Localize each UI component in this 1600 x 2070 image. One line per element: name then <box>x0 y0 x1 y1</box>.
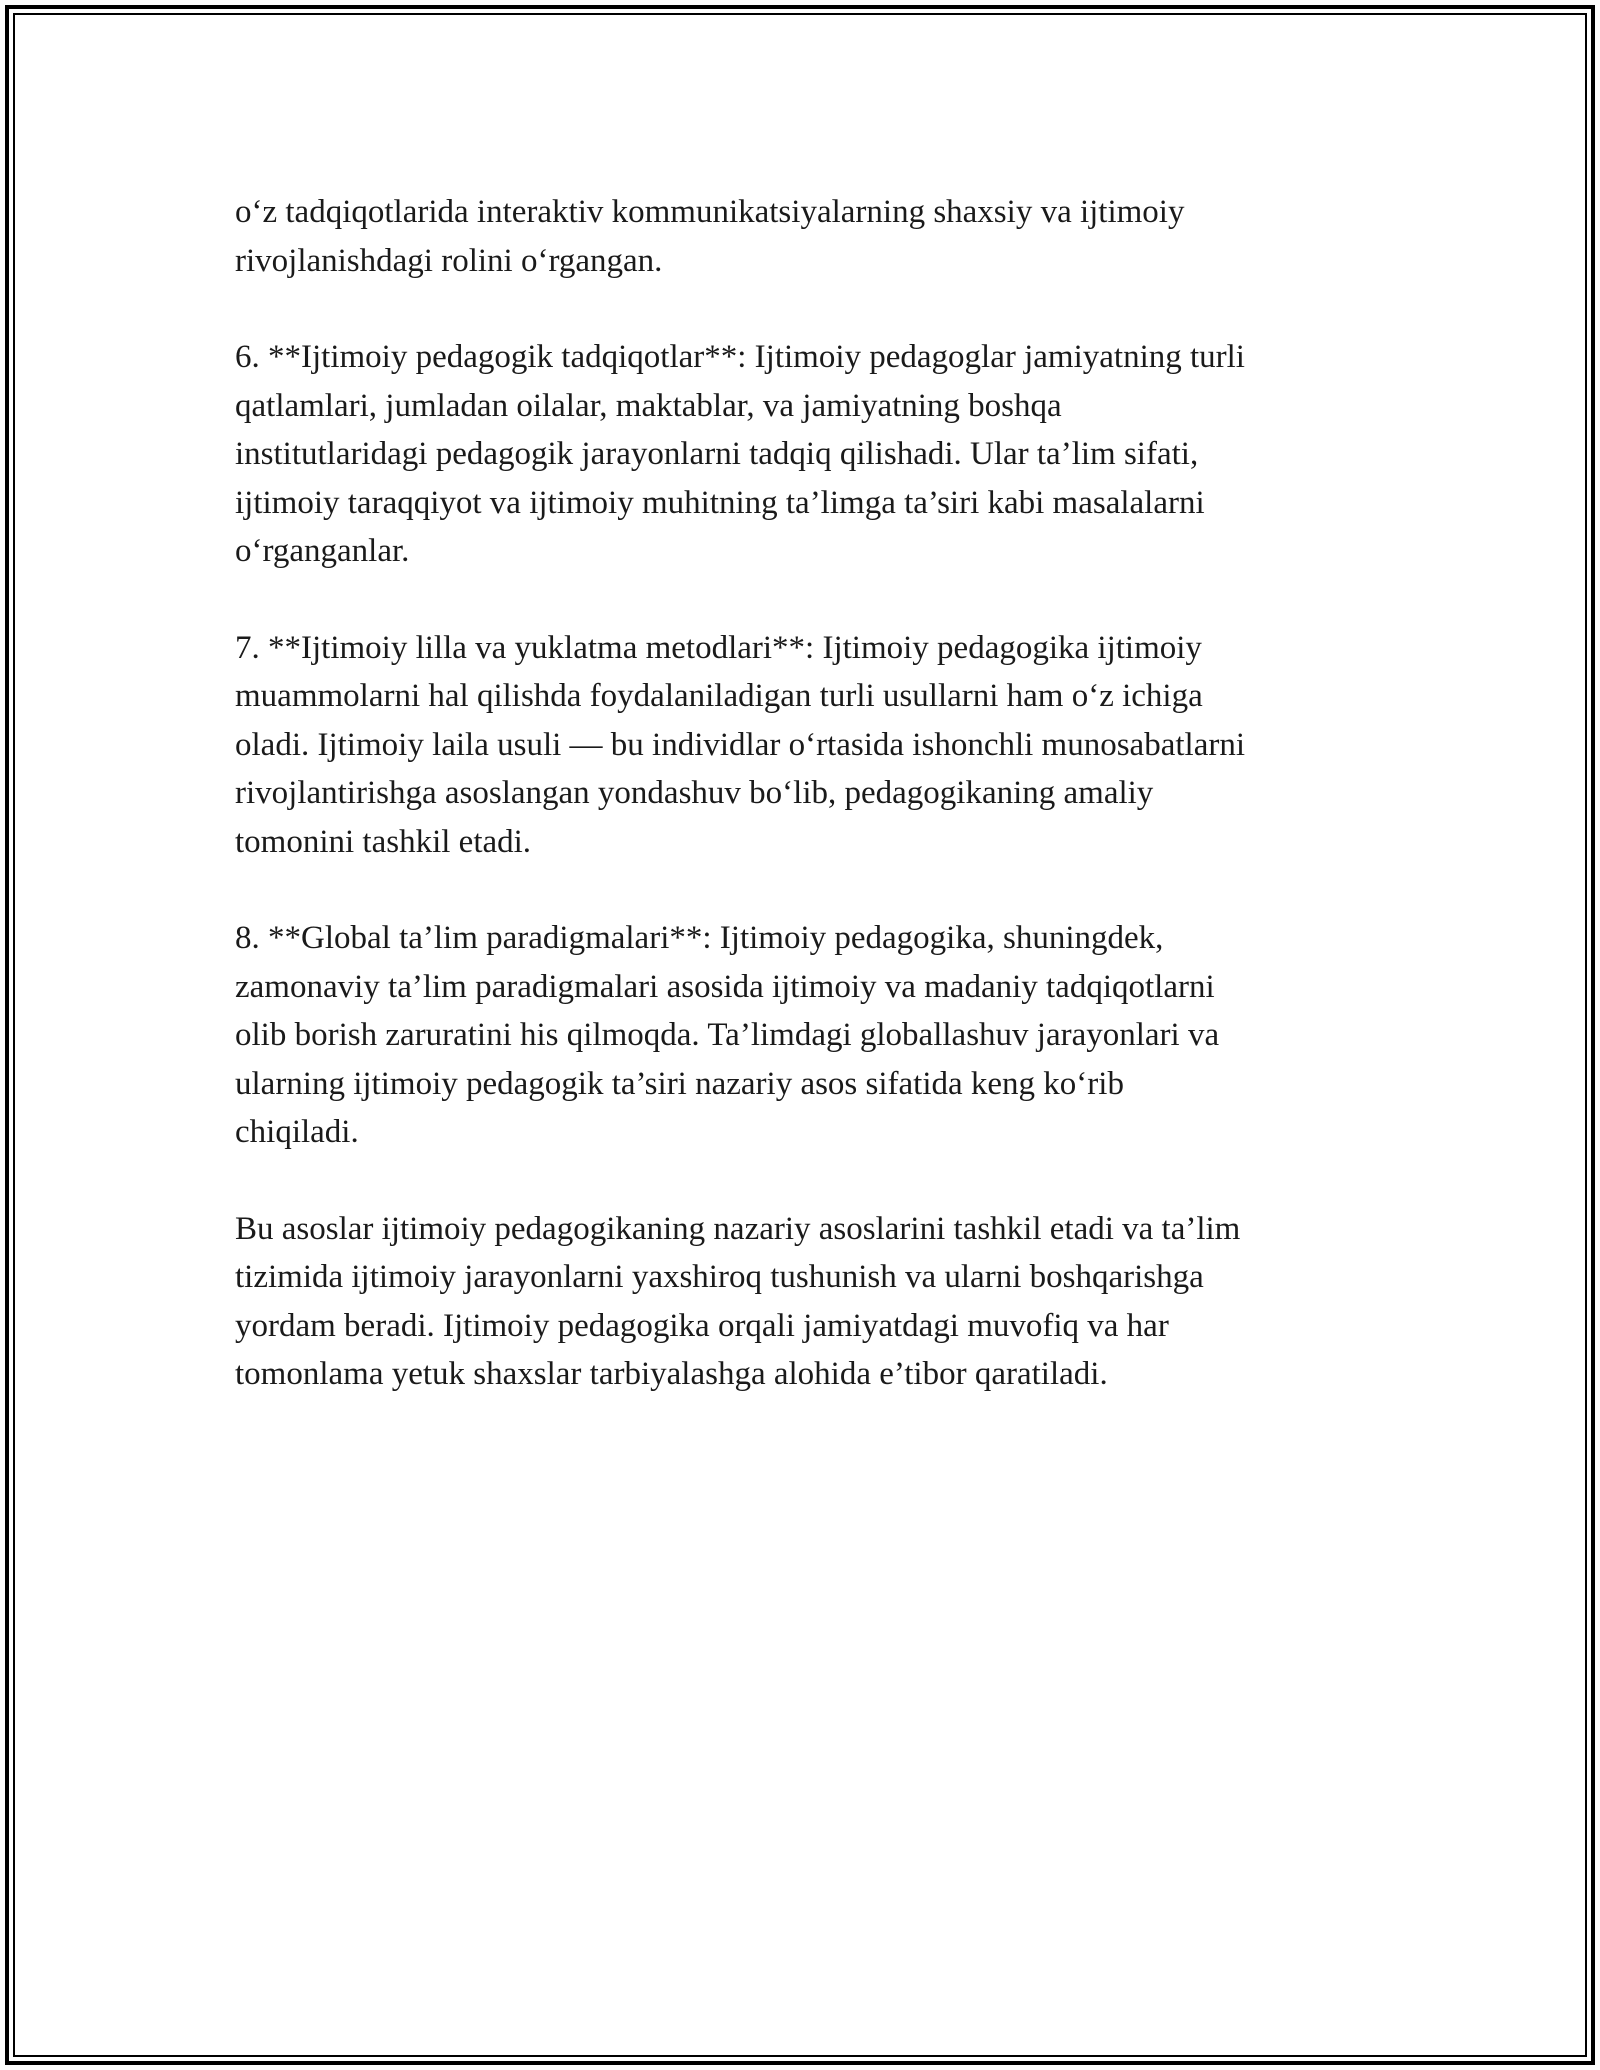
text-line: 7. **Ijtimoiy lilla va yuklatma metodlari**: Ijtimoiy pedagogika ijtimoiy <box>235 629 1202 666</box>
text-line: olib borish zaruratini his qilmoqda. Ta’limdagi globallashuv jarayonlari va <box>235 1017 1220 1053</box>
text-line: rivojlantirishga asoslangan yondashuv bo‘lib, pedagogikaning amaliy <box>235 775 1154 811</box>
paragraph-conclusion <box>235 1205 1365 1399</box>
text-line: qatlamlari, jumladan oilalar, maktablar, va jamiyatning boshqa <box>235 387 1062 424</box>
text-line: rivojlanishdagi rolini o‘rgangan. <box>235 242 663 279</box>
text-line: Bu asoslar ijtimoiy pedagogikaning nazariy asoslarini tashkil etadi va ta’lim <box>235 1210 1241 1247</box>
text-line: institutlaridagi pedagogik jarayonlarni tadqiq qilishadi. Ular ta’lim sifati, <box>235 436 1199 472</box>
text-line: ijtimoiy taraqqiyot va ijtimoiy muhitning ta’limga ta’siri kabi masalalarni <box>235 484 1205 521</box>
paragraph-item-7 <box>235 624 1365 867</box>
text-line: muammolarni hal qilishda foydalaniladigan turli usullarni ham o‘z ichiga <box>235 678 1203 714</box>
paragraph-intro-continuation <box>235 188 1365 285</box>
text-line: chiqiladi. <box>235 1114 359 1150</box>
text-line: 6. **Ijtimoiy pedagogik tadqiqotlar**: Ijtimoiy pedagoglar jamiyatning turli <box>235 339 1245 375</box>
paragraph-item-8 <box>235 914 1365 1157</box>
text-line: tizimida ijtimoiy jarayonlarni yaxshiroq tushunish va ularni boshqarishga <box>235 1259 1204 1295</box>
paragraph-item-6 <box>235 333 1365 576</box>
text-line: o‘z tadqiqotlarida interaktiv kommunikatsiyalarning shaxsiy va ijtimoiy <box>235 194 1185 230</box>
text-line: ularning ijtimoiy pedagogik ta’siri nazariy asos sifatida keng ko‘rib <box>235 1065 1124 1102</box>
text-line: zamonaviy ta’lim paradigmalari asosida ijtimoiy va madaniy tadqiqotlarni <box>235 968 1215 1005</box>
text-line: 8. **Global ta’lim paradigmalari**: Ijtimoiy pedagogika, shuningdek, <box>235 920 1164 956</box>
text-line: yordam beradi. Ijtimoiy pedagogika orqali jamiyatdagi muvofiq va har <box>235 1307 1169 1344</box>
text-line: oladi. Ijtimoiy laila usuli — bu individlar o‘rtasida ishonchli munosabatlarni <box>235 726 1245 763</box>
text-line: o‘rganganlar. <box>235 533 410 569</box>
text-line: tomonlama yetuk shaxslar tarbiyalashga alohida e’tibor qaratiladi. <box>235 1356 1108 1392</box>
document-body <box>235 188 1365 1447</box>
text-line: tomonini tashkil etadi. <box>235 823 532 860</box>
